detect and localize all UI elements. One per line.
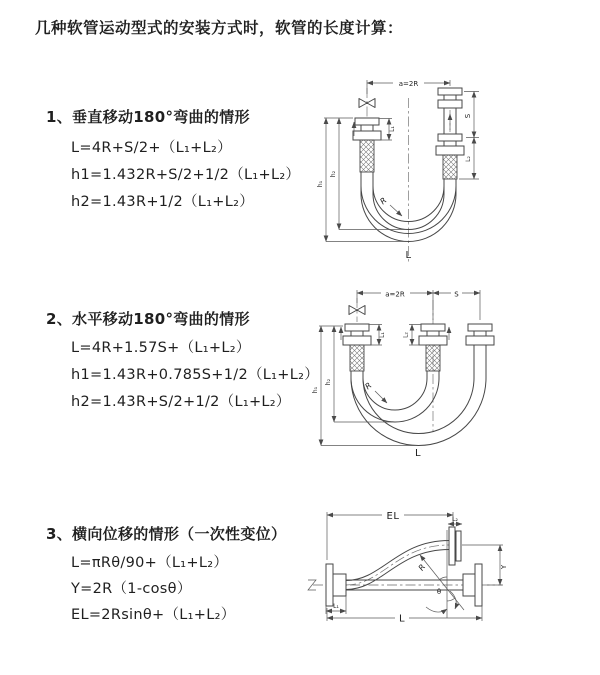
dim-label-a2r: a=2R xyxy=(385,290,405,299)
section-3-title: 横向位移的情形（一次性变位） xyxy=(72,525,287,543)
section-1-number: 1、 xyxy=(46,108,73,126)
angle-label: θ xyxy=(436,588,442,596)
length-label: L xyxy=(414,448,422,459)
dim-label-y: Y xyxy=(500,564,508,570)
section-3-formula-L: L=πRθ/90+（L₁+L₂） xyxy=(71,555,229,571)
section-3-number: 3、 xyxy=(46,525,73,543)
dimensions xyxy=(312,288,480,459)
dim-label-h2: h₂ xyxy=(325,378,332,386)
hose-assembly xyxy=(326,527,482,606)
section-1-title: 垂直移动180°弯曲的情形 xyxy=(72,108,250,126)
section-2-formula-L: L=4R+1.57S+（L₁+L₂） xyxy=(71,340,251,356)
dim-label-l2: L₂ xyxy=(452,516,458,523)
section-3-heading xyxy=(46,523,286,544)
dim-label-h1: h₁ xyxy=(312,386,319,394)
radius-label: R xyxy=(363,380,374,392)
centerlines xyxy=(357,298,433,432)
section-3-formula-EL: EL=2Rsinθ+（L₁+L₂） xyxy=(71,607,236,623)
centerlines xyxy=(367,88,450,262)
dim-label-l2: L₂ xyxy=(465,156,472,162)
dim-label-s: S xyxy=(464,113,472,119)
section-2-number: 2、 xyxy=(46,310,73,328)
valve-icon xyxy=(359,99,375,108)
radius-label: R xyxy=(416,562,428,573)
dim-label-l2: L₂ xyxy=(402,332,410,338)
dim-label-l1: L₁ xyxy=(389,126,396,132)
dim-label-s: S xyxy=(454,290,459,299)
page-title: 几种软管运动型式的安装方式时，软管的长度计算： xyxy=(35,19,404,37)
section-1-formula-L: L=4R+S/2+（L₁+L₂） xyxy=(71,140,232,156)
dim-label-el: EL xyxy=(386,511,400,522)
diagram-vertical-180-bend xyxy=(306,62,596,268)
section-3-formula-Y: Y=2R（1-cosθ） xyxy=(71,581,192,597)
length-label: L xyxy=(405,250,412,261)
diagram-horizontal-180-bend xyxy=(302,278,600,464)
diagram-lateral-displacement xyxy=(297,500,600,652)
section-2-formula-h1: h1=1.43R+0.785S+1/2（L₁+L₂） xyxy=(71,367,320,383)
dim-label-h2: h₂ xyxy=(330,170,337,178)
section-2-formula-h2: h2=1.43R+S/2+1/2（L₁+L₂） xyxy=(71,394,291,410)
section-2-title: 水平移动180°弯曲的情形 xyxy=(72,310,250,328)
length-label: L xyxy=(398,613,406,625)
dim-label-a2r: a=2R xyxy=(398,80,419,88)
dim-label-l1: L₁ xyxy=(333,603,339,610)
section-1-heading xyxy=(46,106,250,127)
radius-label: R xyxy=(378,195,389,207)
section-1-formula-h2: h2=1.43R+1/2（L₁+L₂） xyxy=(71,194,255,210)
dim-label-l1: L₁ xyxy=(379,332,386,338)
section-1-formula-h1: h1=1.432R+S/2+1/2（L₁+L₂） xyxy=(71,167,301,183)
dim-label-h1: h₁ xyxy=(317,180,324,188)
section-2-heading xyxy=(46,308,250,329)
